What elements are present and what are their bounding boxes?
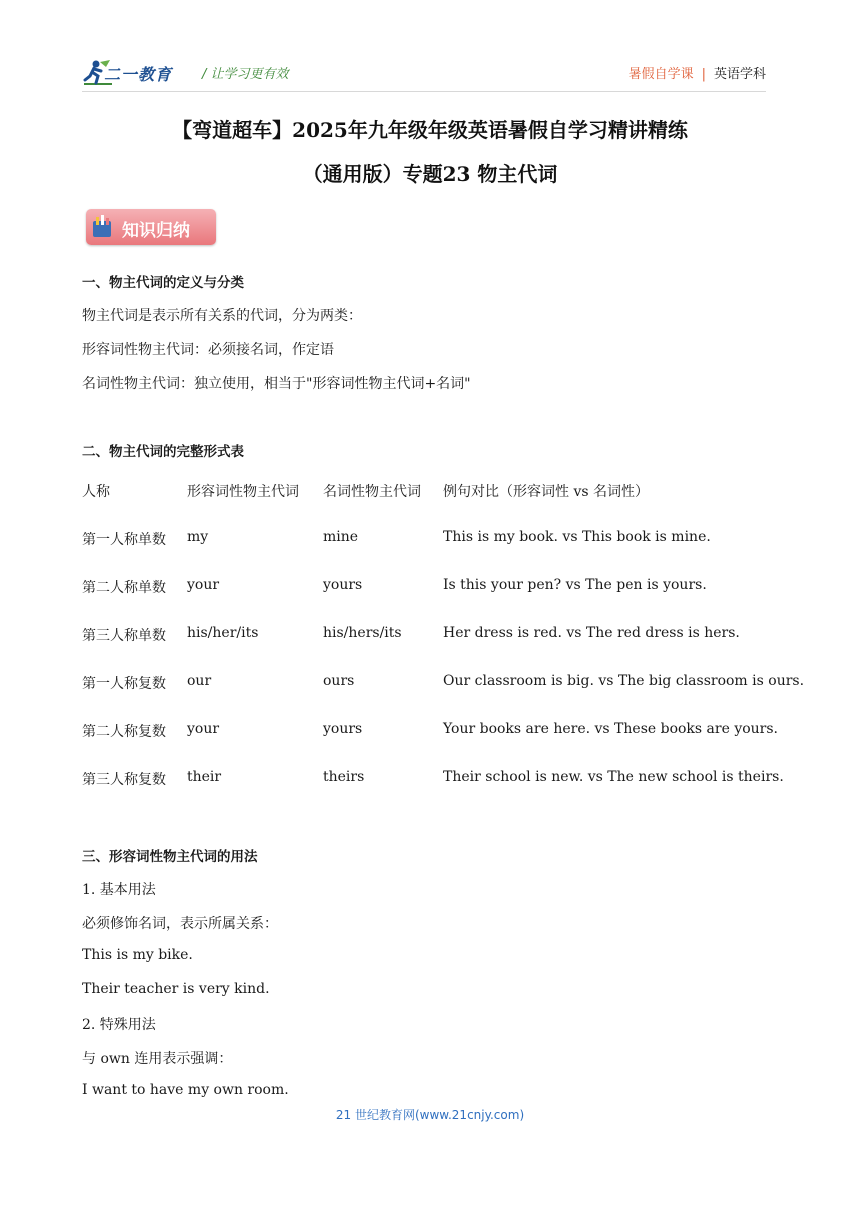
table-cell: his/hers/its [323, 625, 402, 641]
table-cell: our [187, 673, 212, 689]
subject-label: 英语学科 [713, 67, 766, 82]
table-cell: theirs [323, 769, 365, 785]
table-cell: yours [323, 577, 363, 593]
page-title-line-2: （通用版）专题23 物主代词 [302, 162, 558, 186]
table-cell: his/her/its [187, 625, 259, 641]
table-cell: mine [323, 529, 359, 545]
table-cell: Their school is new. vs The new school is theirs. [443, 769, 784, 785]
example-sentence: I want to have my own room. [82, 1082, 289, 1098]
table-cell: ours [323, 673, 355, 689]
table-cell: 第二人称复数 [82, 724, 166, 740]
table-cell: Her dress is red. vs The red dress is hers. [443, 625, 740, 641]
example-sentence: Their teacher is very kind. [82, 981, 270, 997]
table-cell: 第一人称单数 [82, 532, 166, 548]
section-1-heading: 一、物主代词的定义与分类 [82, 275, 244, 291]
table-cell: 第三人称单数 [82, 628, 166, 644]
page-footer: 21 世纪教育网(www.21cnjy.com) [335, 1108, 525, 1122]
header-course-info [629, 63, 766, 82]
table-cell: Your books are here. vs These books are yours. [443, 721, 779, 737]
table-cell: Our classroom is big. vs The big classroom is ours. [443, 673, 805, 689]
column-header: 人称 [82, 484, 110, 500]
table-cell: my [187, 529, 209, 545]
table-cell: 第二人称单数 [82, 580, 166, 596]
header-separator: | [701, 67, 706, 82]
section-2-heading: 二、物主代词的完整形式表 [82, 444, 244, 460]
badge-label: 知识归纳 [122, 221, 190, 241]
table-cell: their [187, 769, 222, 785]
course-label: 暑假自学课 [628, 67, 694, 82]
paragraph: 与 own 连用表示强调： [82, 1051, 233, 1067]
subheading: 1. 基本用法 [82, 882, 156, 898]
logo-text: 二一教育 [104, 65, 173, 84]
table-cell: 第一人称复数 [82, 676, 166, 692]
column-header: 名词性物主代词 [323, 484, 421, 500]
table-cell: 第三人称复数 [82, 772, 166, 788]
table-cell: your [187, 577, 220, 593]
paragraph: 名词性物主代词：独立使用，相当于"形容词性物主代词+名词" [82, 376, 471, 392]
column-header: 例句对比（形容词性 vs 名词性） [443, 484, 649, 500]
page-header [82, 56, 766, 88]
paragraph: 形容词性物主代词：必须接名词，作定语 [82, 342, 334, 358]
header-slogan: / 让学习更有效 [202, 67, 289, 82]
paragraph: 物主代词是表示所有关系的代词，分为两类： [82, 308, 362, 324]
table-cell: yours [323, 721, 363, 737]
logo [82, 58, 188, 88]
knowledge-summary-badge [86, 209, 216, 245]
header-divider [82, 91, 766, 92]
paragraph: 必须修饰名词，表示所属关系： [82, 916, 278, 932]
page-title-line-1: 【弯道超车】2025年九年级年级英语暑假自学习精讲精练 [172, 118, 688, 142]
example-sentence: This is my bike. [82, 947, 193, 963]
table-cell: your [187, 721, 220, 737]
table-cell: This is my book. vs This book is mine. [443, 529, 711, 545]
table-cell: Is this your pen? vs The pen is yours. [443, 577, 707, 593]
column-header: 形容词性物主代词 [187, 484, 299, 500]
section-3-heading: 三、形容词性物主代词的用法 [82, 849, 258, 865]
subheading: 2. 特殊用法 [82, 1017, 156, 1033]
book-icon [92, 215, 112, 239]
